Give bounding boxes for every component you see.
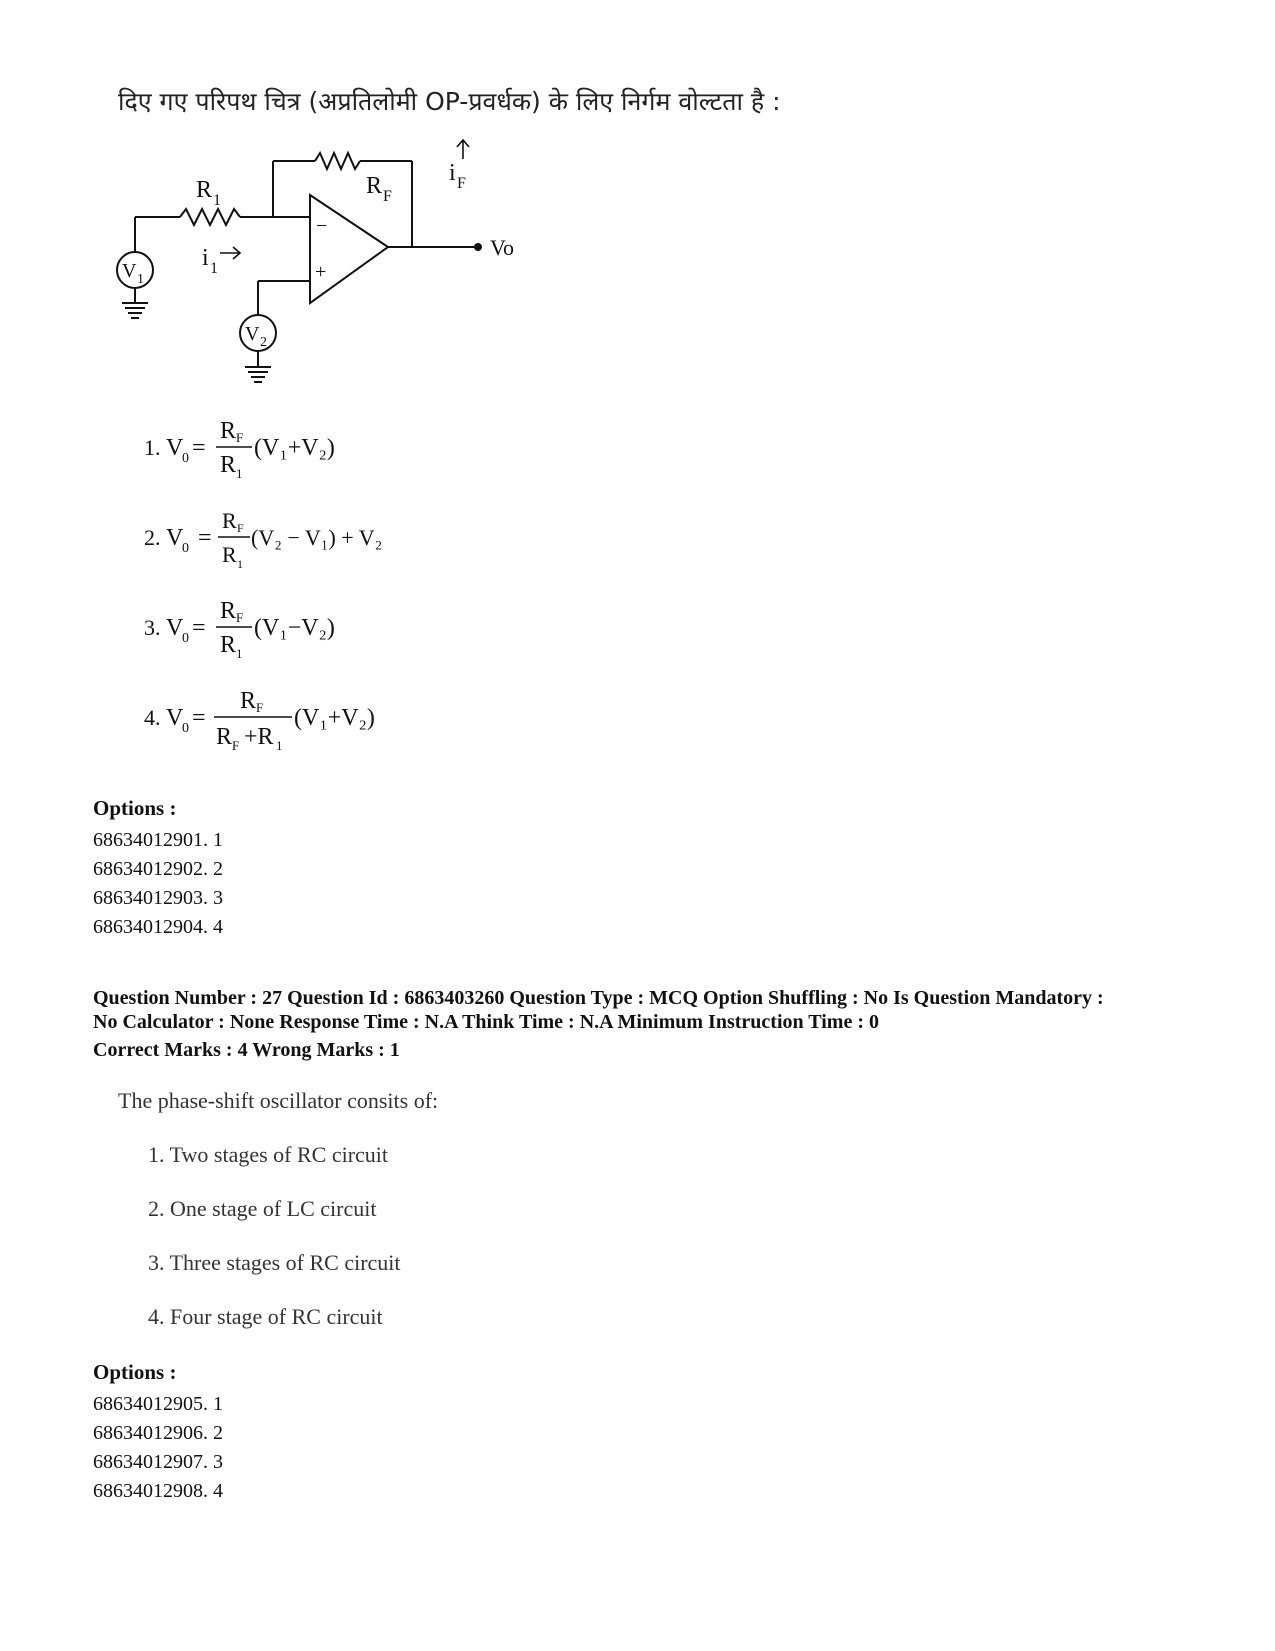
svg-text:R: R bbox=[220, 418, 237, 444]
options-list-q26 bbox=[93, 826, 223, 942]
svg-text:Vo: Vo bbox=[490, 235, 515, 260]
svg-text:(V₁−V₂): (V₁−V₂) bbox=[254, 615, 335, 641]
svg-text:0: 0 bbox=[182, 451, 189, 466]
option-item[interactable]: 68634012904. 4 bbox=[93, 916, 223, 938]
choice-4-q27: 4. Four stage of RC circuit bbox=[148, 1304, 383, 1329]
svg-text:V: V bbox=[166, 525, 184, 551]
formula-choices bbox=[140, 410, 440, 770]
option-item[interactable]: 68634012908. 4 bbox=[93, 1480, 223, 1502]
svg-text:1.: 1. bbox=[144, 435, 161, 460]
choice-2-q27: 2. One stage of LC circuit bbox=[148, 1196, 377, 1221]
option-item[interactable]: 68634012905. 1 bbox=[93, 1393, 223, 1415]
svg-text:1: 1 bbox=[236, 466, 243, 481]
svg-text:(V₁+V₂): (V₁+V₂) bbox=[294, 705, 375, 731]
svg-text:=: = bbox=[192, 705, 206, 731]
meta-line-1: Question Number : 27 Question Id : 6863403260 Question Type : MCQ Option Shuffling : No Is Question Mandatory : bbox=[93, 987, 1104, 1009]
svg-text:i: i bbox=[449, 160, 456, 186]
svg-text:=: = bbox=[192, 435, 206, 461]
svg-text:4.: 4. bbox=[144, 705, 161, 730]
svg-text:2: 2 bbox=[260, 335, 267, 350]
svg-text:V: V bbox=[166, 435, 184, 461]
svg-text:F: F bbox=[236, 430, 244, 445]
svg-text:V: V bbox=[122, 260, 137, 282]
svg-text:=: = bbox=[192, 615, 206, 641]
vo-terminal bbox=[474, 243, 482, 251]
op-amp-triangle bbox=[310, 195, 388, 303]
option-item[interactable]: 68634012903. 3 bbox=[93, 887, 223, 909]
svg-text:0: 0 bbox=[182, 541, 189, 556]
meta-line-3: Correct Marks : 4 Wrong Marks : 1 bbox=[93, 1039, 400, 1061]
svg-text:F: F bbox=[457, 175, 466, 192]
option-item[interactable]: 68634012906. 2 bbox=[93, 1422, 223, 1444]
question-stem-hindi: दिए गए परिपथ चित्र (अप्रतिलोमी OP-प्रवर्धक) के लिए निर्गम वोल्टता है : bbox=[118, 87, 781, 116]
svg-text:R: R bbox=[196, 177, 213, 203]
svg-text:V: V bbox=[166, 705, 184, 731]
choice-1 bbox=[144, 418, 335, 481]
svg-text:F: F bbox=[236, 610, 244, 625]
svg-text:V: V bbox=[166, 615, 184, 641]
svg-text:R: R bbox=[240, 688, 257, 714]
svg-text:(V₁+V₂): (V₁+V₂) bbox=[254, 435, 335, 461]
svg-text:1: 1 bbox=[213, 192, 221, 209]
svg-text:R: R bbox=[220, 452, 237, 478]
svg-text:3.: 3. bbox=[144, 615, 161, 640]
choice-2 bbox=[144, 508, 382, 571]
svg-text:R: R bbox=[216, 724, 233, 750]
svg-text:+: + bbox=[315, 261, 327, 283]
svg-text:F: F bbox=[232, 738, 240, 753]
question-meta-q27 bbox=[93, 986, 1213, 1062]
option-item[interactable]: 68634012902. 2 bbox=[93, 858, 223, 880]
svg-text:R: R bbox=[222, 508, 237, 533]
svg-text:i: i bbox=[202, 245, 209, 271]
svg-text:R: R bbox=[222, 542, 237, 567]
svg-text:1: 1 bbox=[210, 260, 218, 277]
svg-text:V: V bbox=[245, 323, 260, 345]
svg-text:1: 1 bbox=[236, 646, 243, 661]
rf-resistor bbox=[315, 153, 360, 169]
choice-3-q27: 3. Three stages of RC circuit bbox=[148, 1250, 401, 1275]
svg-text:R: R bbox=[220, 632, 237, 658]
svg-text:(V₂ − V₁) + V₂: (V₂ − V₁) + V₂ bbox=[251, 525, 383, 550]
choice-3 bbox=[144, 598, 335, 661]
svg-text:2.: 2. bbox=[144, 525, 161, 550]
svg-text:0: 0 bbox=[182, 631, 189, 646]
svg-text:−: − bbox=[316, 215, 328, 237]
options-list-q27 bbox=[93, 1390, 223, 1506]
svg-text:1: 1 bbox=[137, 272, 144, 287]
option-item[interactable]: 68634012901. 1 bbox=[93, 829, 223, 851]
choice-4 bbox=[144, 688, 375, 753]
r1-resistor bbox=[180, 209, 240, 225]
svg-text:1: 1 bbox=[276, 738, 283, 753]
option-item[interactable]: 68634012907. 3 bbox=[93, 1451, 223, 1473]
meta-line-2: No Calculator : None Response Time : N.A Think Time : N.A Minimum Instruction Time : 0 bbox=[93, 1011, 879, 1033]
svg-text:F: F bbox=[256, 700, 264, 715]
svg-text:=: = bbox=[198, 525, 212, 551]
svg-text:1: 1 bbox=[237, 557, 243, 571]
svg-text:R: R bbox=[220, 598, 237, 624]
options-title-q26: Options : bbox=[93, 796, 177, 820]
svg-text:R: R bbox=[366, 173, 383, 199]
svg-text:0: 0 bbox=[182, 721, 189, 736]
choice-1-q27: 1. Two stages of RC circuit bbox=[148, 1142, 389, 1167]
question-stem-q27: The phase-shift oscillator consits of: bbox=[118, 1088, 439, 1113]
op-amp-circuit-diagram bbox=[100, 135, 540, 400]
options-title-q27: Options : bbox=[93, 1360, 177, 1384]
svg-text:F: F bbox=[383, 188, 392, 205]
svg-text:F: F bbox=[237, 521, 244, 535]
svg-text:+R: +R bbox=[244, 724, 274, 750]
